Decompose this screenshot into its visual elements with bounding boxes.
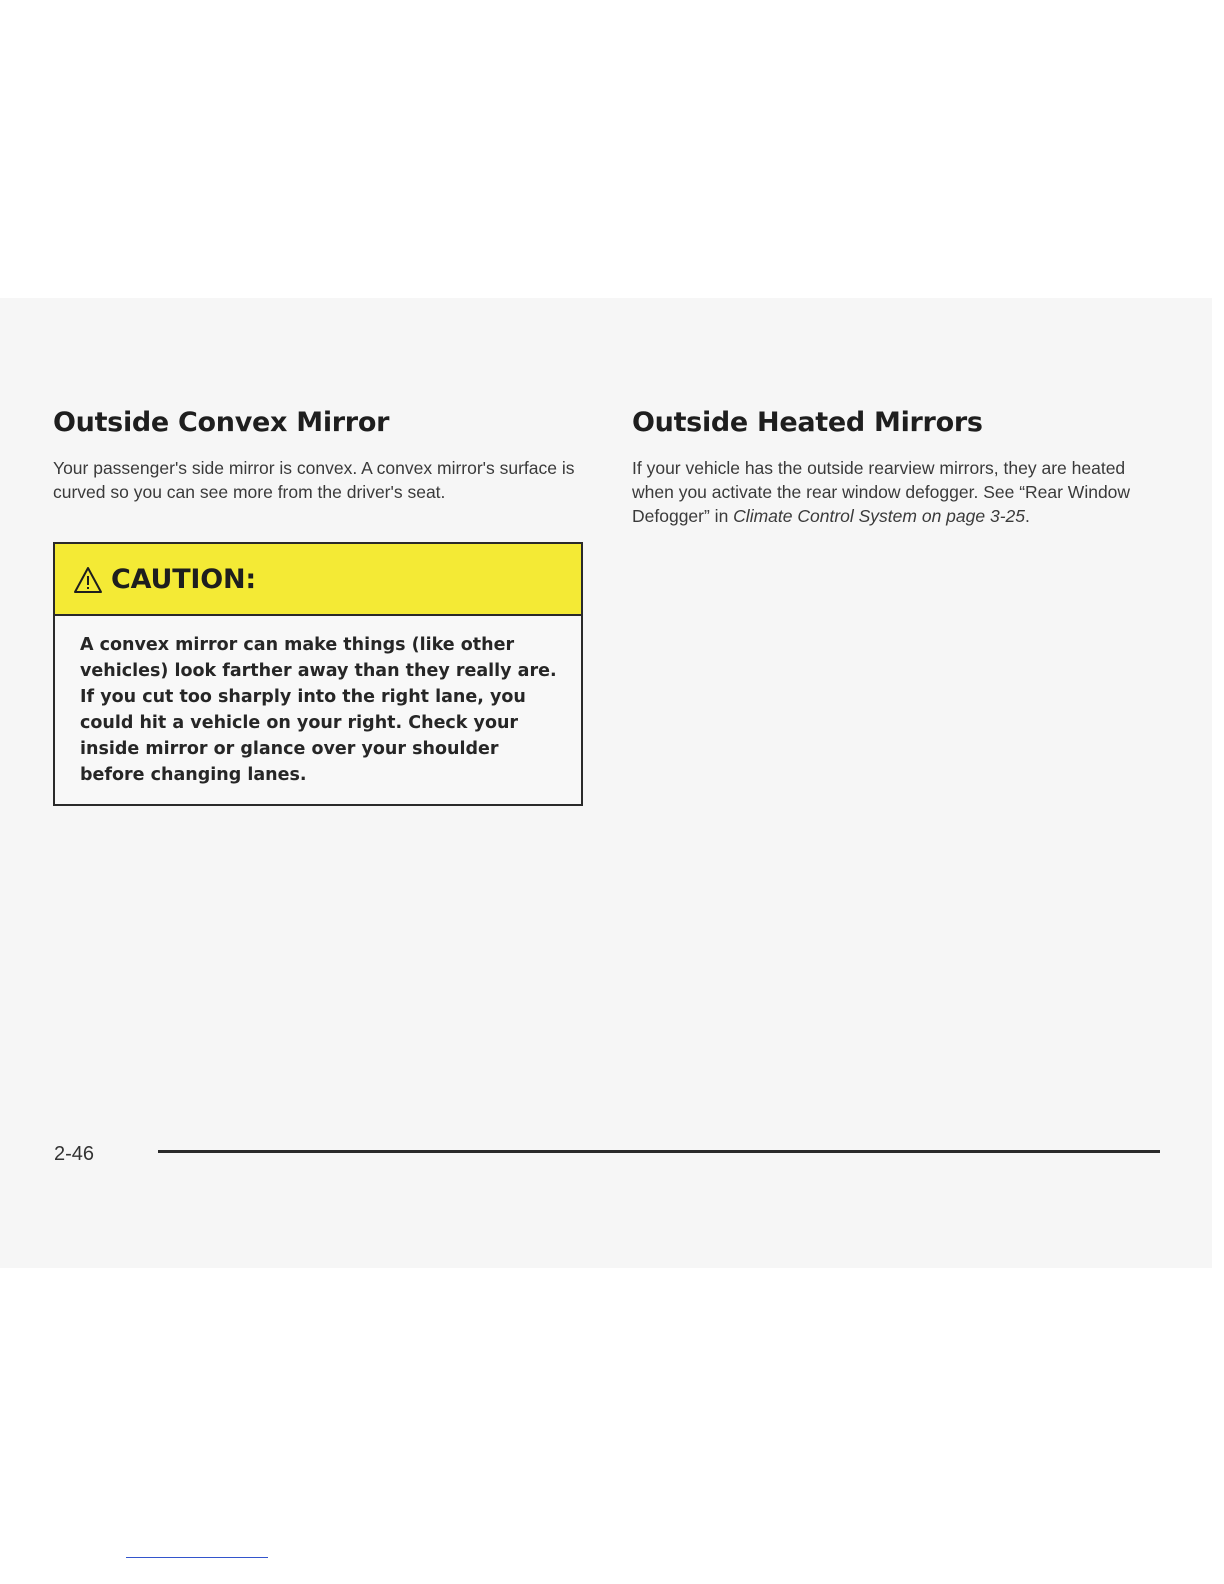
heated-mirrors-heading: Outside Heated Mirrors (632, 407, 983, 438)
warning-triangle-icon (73, 566, 103, 594)
heated-mirrors-text: If your vehicle has the outside rearview mirrors, they are heated when you activate the rear window defogger. See “Rear Window Defogger” in (632, 458, 1131, 526)
convex-mirror-paragraph: Your passenger's side mirror is convex. A convex mirror's surface is curved so you can see more from the driver's seat. (53, 458, 575, 502)
heated-mirrors-text-end: . (1024, 506, 1030, 526)
caution-title: CAUTION: (111, 563, 257, 595)
climate-control-reference[interactable]: Climate Control System on page 3-25 (733, 506, 1025, 526)
manual-page (0, 298, 1212, 1268)
right-column (632, 406, 1167, 528)
heated-mirrors-paragraph (632, 456, 1167, 528)
page-number: 2-46 (54, 1143, 95, 1165)
caution-box (53, 542, 583, 806)
convex-mirror-heading: Outside Convex Mirror (53, 407, 390, 438)
bottom-link-underline (126, 1557, 268, 1558)
caution-header (55, 544, 581, 616)
left-column (53, 406, 587, 785)
caution-text: A convex mirror can make things (like other vehicles) look farther away than they really are. If you cut too sharply into the right lane, you could hit a vehicle on your right. Check your inside mirror or glance over your shoulder before changing lanes. (80, 635, 557, 785)
footer-divider (158, 1150, 1160, 1153)
